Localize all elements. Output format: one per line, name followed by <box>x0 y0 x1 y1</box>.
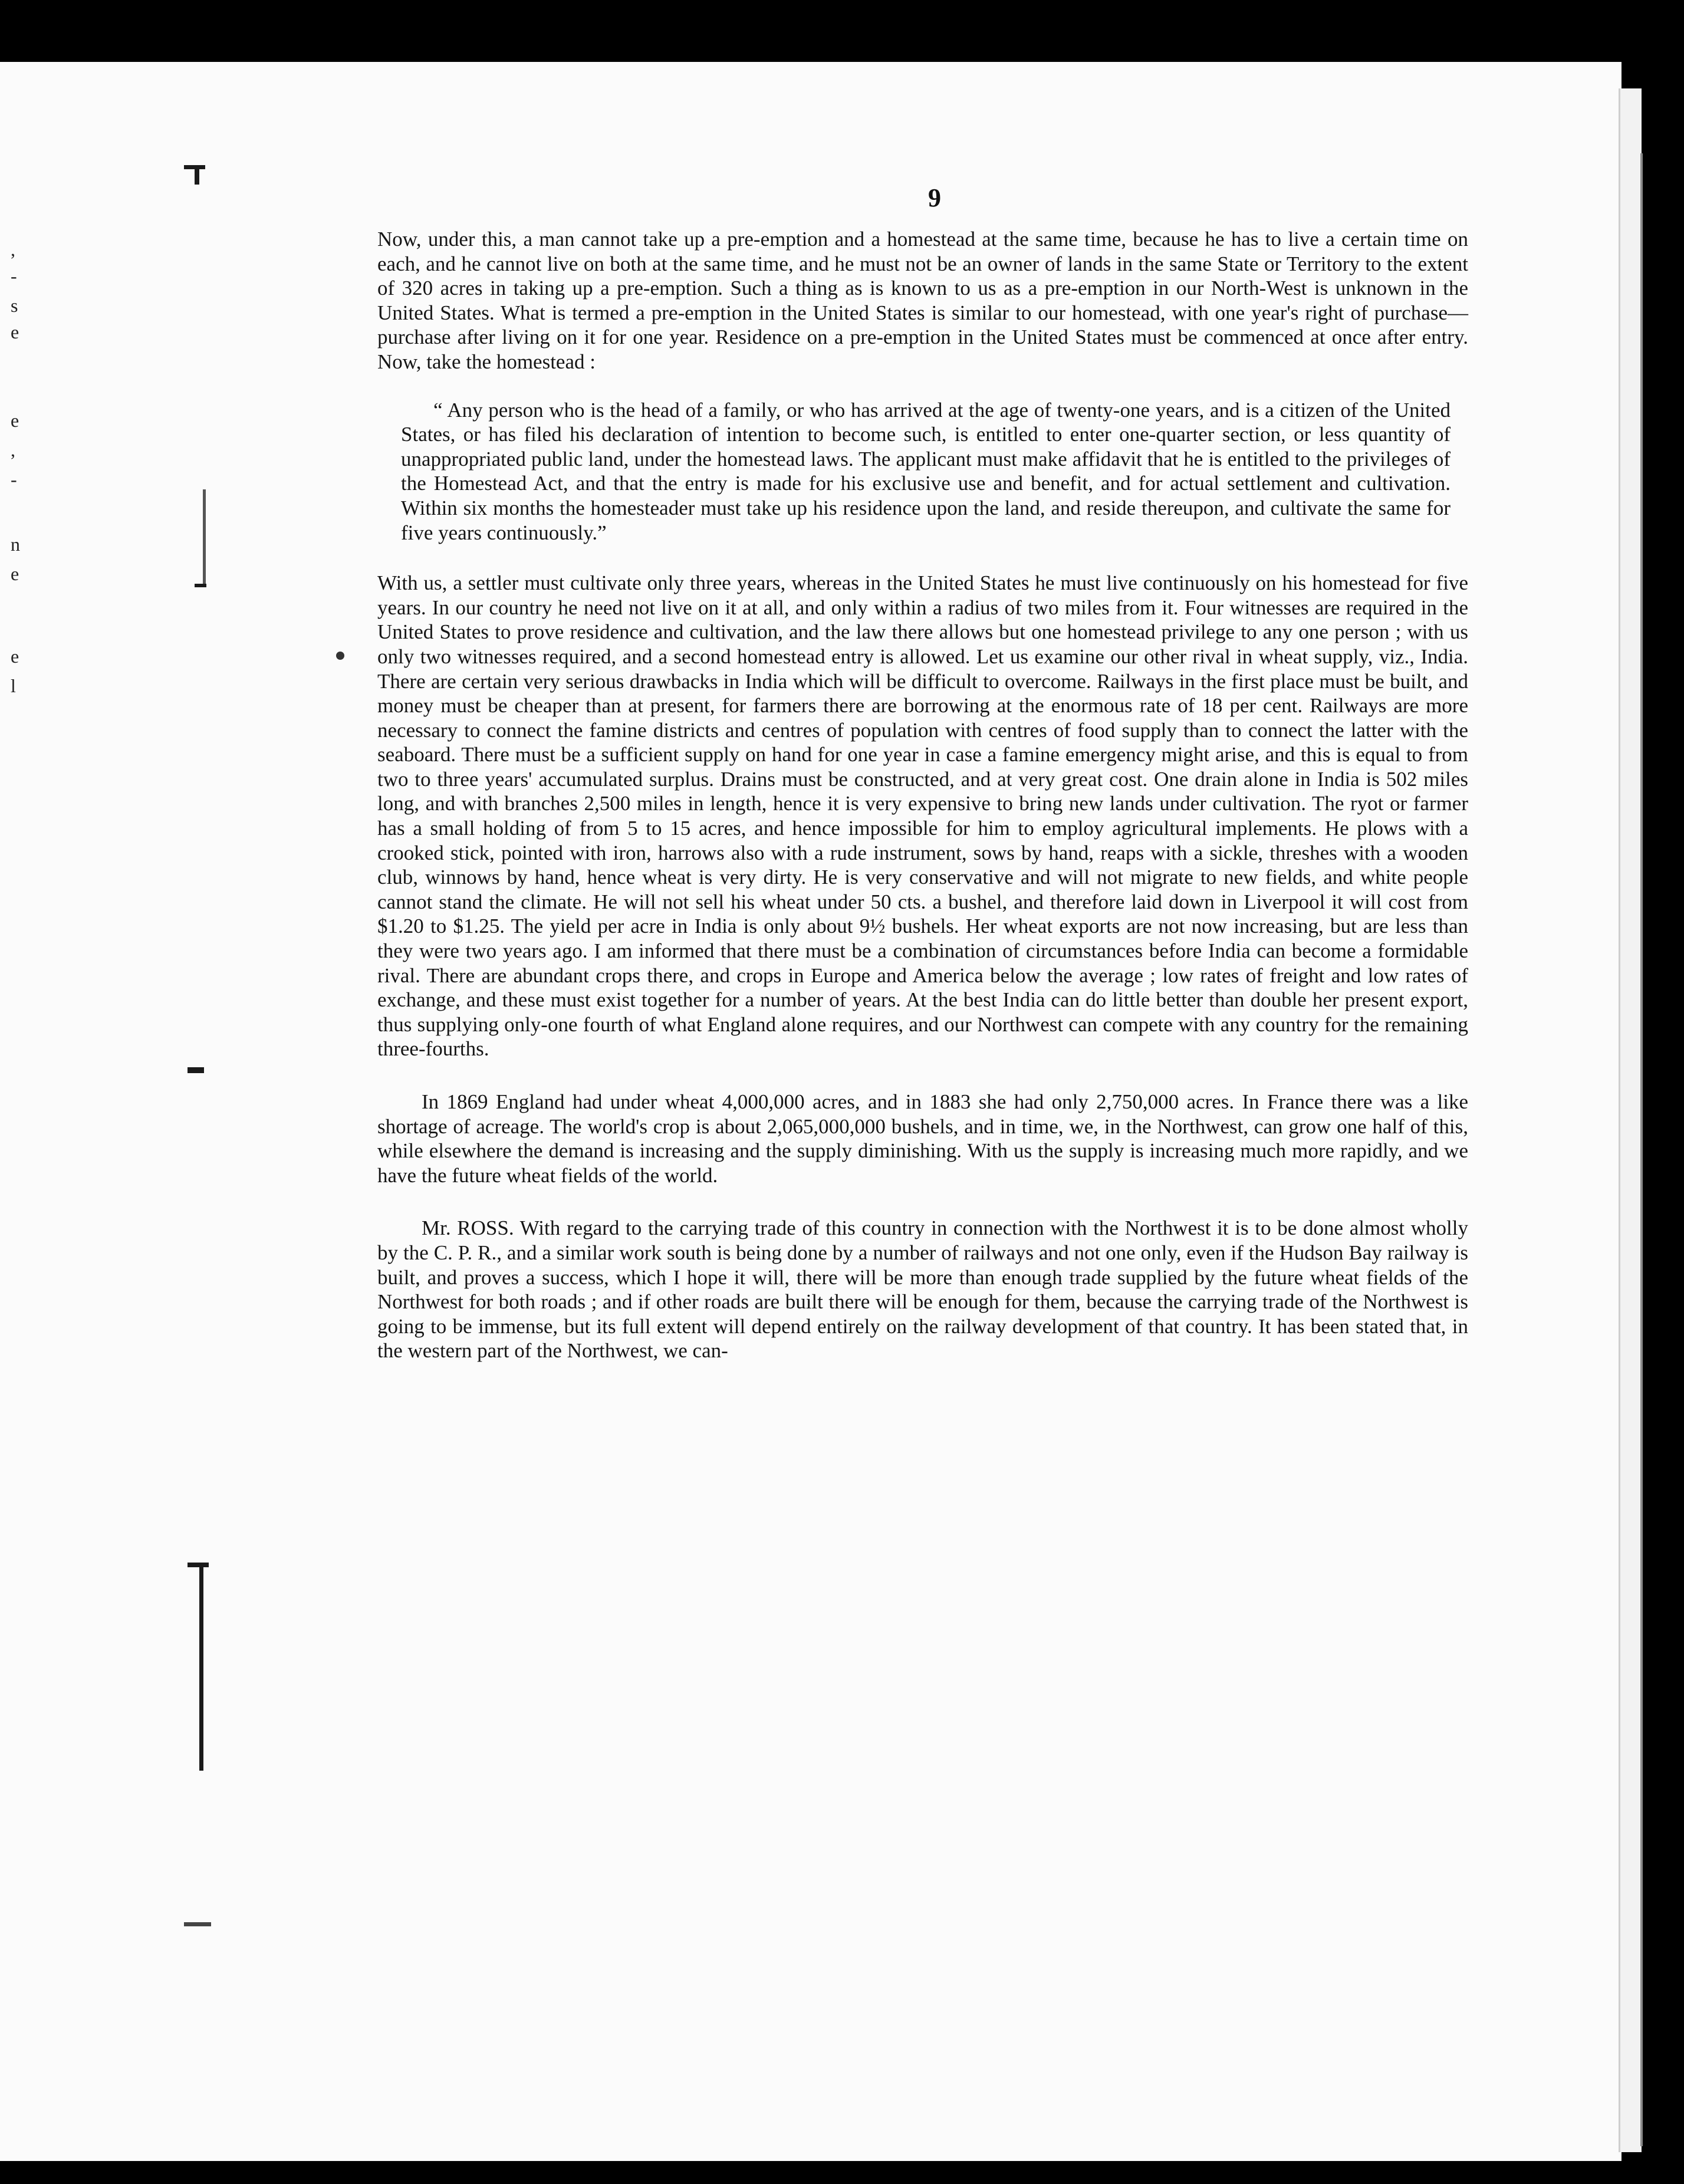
binding-mark <box>199 1564 203 1771</box>
margin-fragment: - <box>11 265 17 287</box>
document-page <box>0 62 1621 2161</box>
margin-fragment: e <box>11 563 19 584</box>
block-quote: “ Any person who is the head of a family, or who has arrived at the age of twenty-one years, and is a citizen of the United States, or has filed his declaration of intention to become such, is entitled to enter one-quarter section, or less quantity of unappropriated public land, under the homestead laws. The applicant must make affidavit that he is entitled to the privileges of the Homestead Act, and that the entry is made for his exclusive use and benefit, and for actual settlement and cultivation. Within six months the homesteader must take up his residence upon the land, and reside thereupon, and cultivate the same for five years continuously.” <box>401 398 1451 544</box>
page-edge-shadow <box>1640 153 1643 2146</box>
binding-mark <box>188 1563 209 1567</box>
margin-fragment: , <box>11 439 15 461</box>
binding-mark <box>203 489 206 587</box>
binding-mark <box>195 584 206 587</box>
margin-fragment: , <box>11 239 15 260</box>
ink-spot <box>336 652 344 660</box>
binding-mark <box>188 1067 204 1073</box>
paragraph: With us, a settler must cultivate only three years, whereas in the United States he must live continuously on his homestead for five years. In our country he need not live on it at all, and only within a radius of two miles from it. Four witnesses are required in the United States to prove residence and cultivation, and the law there allows but one homestead privilege to any one person ; with us only two witnesses required, and a second homestead entry is allowed. Let us examine our other rival in wheat supply, viz., India. There are certain very serious drawbacks in India which will be difficult to overcome. Railways in the first place must be built, and money must be cheaper than at present, for farmers there are borrowing at the enormous rate of 18 per cent. Railways are more necessary to connect the famine districts and centres of population with centres of food supply than to connect the latter with the seaboard. There must be a sufficient supply on hand for one year in case a famine emergency might arise, and this is equal to from two to three years' accumulated surplus. Drains must be constructed, and at very great cost. One drain alone in India is 502 miles long, and with branches 2,500 miles in length, hence it is very expensive to bring new lands under cultivation. The ryot or farmer has a small holding of from 5 to 15 acres, and hence impossible for him to employ agricultural implements. He plows with a crooked stick, pointed with iron, harrows also with a rude instrument, sows by hand, reaps with a sickle, threshes with a wooden club, winnows by hand, hence wheat is very dirty. He is very conservative and will not migrate to new fields, and white people cannot stand the climate. He will not sell his wheat under 50 cts. a bushel, and therefore laid down in Liverpool it will cost from $1.20 to $1.25. The yield per acre in India is only about 9½ bushels. Her wheat exports are not now increasing, but are less than they were two years ago. I am informed that there must be a combination of circumstances before India can become a formidable rival. There are abundant crops there, and crops in Europe and America below the average ; low rates of freight and low rates of exchange, and these must exist together for a number of years. At the best India can do little better than double her present export, thus supplying only-one fourth of what England alone requires, and our Northwest can compete with any country for the remaining three-fourths. <box>377 571 1468 1061</box>
margin-fragment: l <box>11 675 16 696</box>
margin-fragment: e <box>11 321 19 343</box>
paragraph: In 1869 England had under wheat 4,000,000 acres, and in 1883 she had only 2,750,000 acres. In France there was a like shortage of acreage. The world's crop is about 2,065,000,000 bushels, and in time, we, in the Northwest, can grow one half of this, while elsewhere the demand is increasing and the supply diminishing. With us the supply is increasing much more rapidly, and we have the future wheat fields of the world. <box>377 1090 1468 1187</box>
binding-mark <box>184 1922 211 1926</box>
binding-mark <box>195 168 199 185</box>
paragraph: Mr. ROSS. With regard to the carrying trade of this country in connection with the Northwest it is to be done almost wholly by the C. P. R., and a similar work south is being done by a number of railways and not one only, even if the Hudson Bay railway is built, and proves a success, which I hope it will, there will be more than enough trade supplied by the future wheat fields of the Northwest for both roads ; and if other roads are built there will be enough for them, because the carrying trade of the Northwest is going to be immense, but its full extent will depend entirely on the railway development of that country. It has been stated that, in the western part of the Northwest, we can- <box>377 1216 1468 1363</box>
margin-fragment: e <box>11 410 19 431</box>
body-text <box>377 227 1468 1363</box>
margin-fragment: n <box>11 534 20 555</box>
margin-fragment: s <box>11 295 18 316</box>
margin-fragment: e <box>11 646 19 667</box>
left-margin-bleed-text <box>0 62 35 2161</box>
page-number: 9 <box>928 183 941 212</box>
paragraph: Now, under this, a man cannot take up a pre-emption and a homestead at the same time, because he has to live a certain time on each, and he cannot live on both at the same time, and he must not be an owner of lands in the same State or Territory to the extent of 320 acres in taking up a pre-emption. Such a thing as is known to us as a pre-emption in our North-West is unknown in the United States. What is termed a pre-emption in the United States is similar to our homestead, with one year's right of purchase—purchase after living on it for one year. Residence on a pre-emption in the United States must be commenced at once after entry. Now, take the homestead : <box>377 228 1468 373</box>
page-edge <box>1619 88 1642 2152</box>
margin-fragment: - <box>11 469 17 490</box>
